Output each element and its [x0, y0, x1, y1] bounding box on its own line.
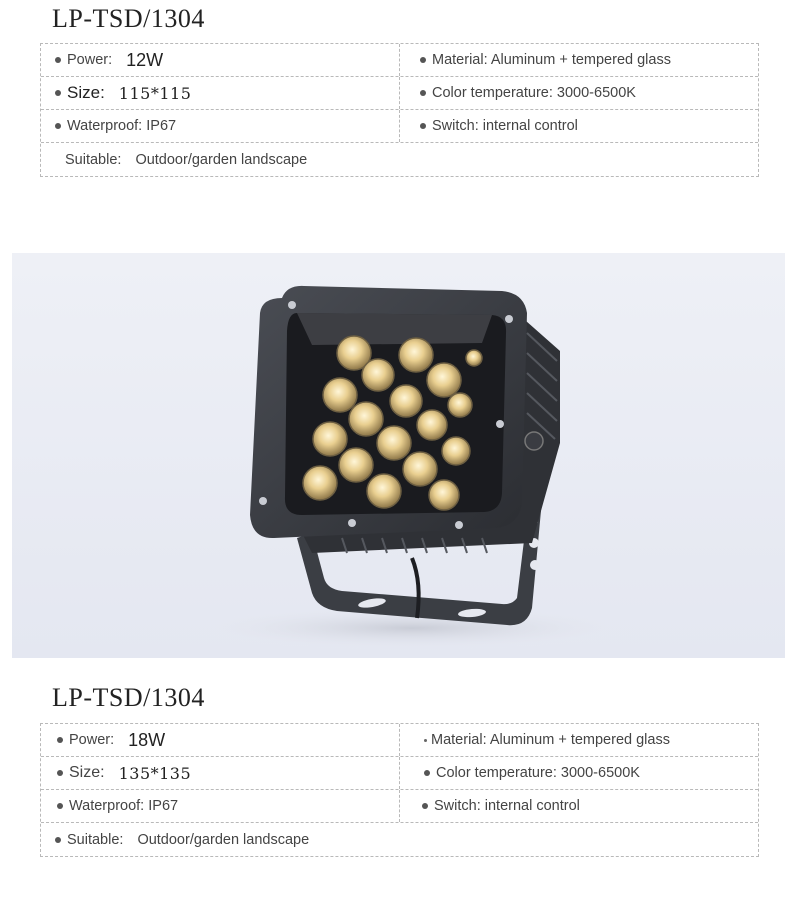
power-value: 18W: [128, 729, 166, 750]
size-value: 135*135: [118, 763, 192, 783]
color-temp-cell: [400, 757, 758, 789]
material-cell: [400, 724, 758, 756]
bullet-icon: [55, 837, 61, 843]
suitable-cell: [41, 823, 758, 856]
spec-row: [41, 77, 758, 110]
bullet-icon: [57, 770, 63, 776]
color-temp-text: Color temperature: 3000-6500K: [432, 85, 636, 101]
suitable-cell: [41, 143, 758, 176]
spec-table: [40, 723, 759, 857]
spec-row: [41, 823, 758, 856]
size-label: Size:: [67, 83, 105, 102]
bullet-icon: [420, 90, 426, 96]
bullet-icon: [57, 737, 63, 743]
spec-row: [41, 110, 758, 143]
model-title: LP-TSD/1304: [52, 4, 205, 33]
spec-row: [41, 44, 758, 77]
model-title: LP-TSD/1304: [52, 683, 205, 712]
waterproof-text: Waterproof: IP67: [69, 798, 179, 814]
color-temp-cell: [400, 77, 758, 109]
waterproof-cell: [41, 110, 400, 142]
bullet-icon: [424, 770, 430, 776]
waterproof-cell: [41, 790, 400, 822]
spec-row: [41, 790, 758, 823]
suitable-label: Suitable:: [65, 151, 122, 168]
spec-row: [41, 757, 758, 790]
switch-cell: [400, 790, 758, 822]
spec-row: [41, 724, 758, 757]
bullet-icon: [57, 803, 63, 809]
power-cell: [41, 724, 400, 756]
bullet-icon: [420, 57, 426, 63]
material-cell: [400, 44, 758, 76]
power-value: 12W: [126, 49, 164, 70]
bullet-icon: [55, 57, 61, 63]
bullet-icon: [55, 90, 61, 96]
material-text: Material: Aluminum + tempered glass: [432, 52, 671, 68]
color-temp-text: Color temperature: 3000-6500K: [436, 765, 640, 781]
suitable-value: Outdoor/garden landscape: [135, 151, 308, 168]
floodlight-image: [12, 253, 785, 658]
spec-table: [40, 43, 759, 177]
size-cell: [41, 757, 400, 789]
switch-cell: [400, 110, 758, 142]
waterproof-text: Waterproof: IP67: [67, 118, 177, 134]
bullet-icon: [424, 739, 427, 742]
power-label: Power:: [67, 52, 113, 68]
power-cell: [41, 44, 400, 76]
material-text: Material: Aluminum + tempered glass: [431, 732, 670, 748]
suitable-label: Suitable:: [67, 831, 124, 848]
switch-text: Switch: internal control: [432, 118, 578, 134]
product-photo: [12, 253, 785, 658]
size-label: Size:: [69, 764, 105, 781]
size-value: 115*115: [118, 83, 192, 103]
power-label: Power:: [69, 732, 115, 748]
spec-row: [41, 143, 758, 176]
switch-text: Switch: internal control: [434, 798, 580, 814]
bullet-icon: [420, 123, 426, 129]
bullet-icon: [422, 803, 428, 809]
bullet-icon: [55, 123, 61, 129]
suitable-value: Outdoor/garden landscape: [137, 831, 310, 848]
size-cell: [41, 77, 400, 109]
